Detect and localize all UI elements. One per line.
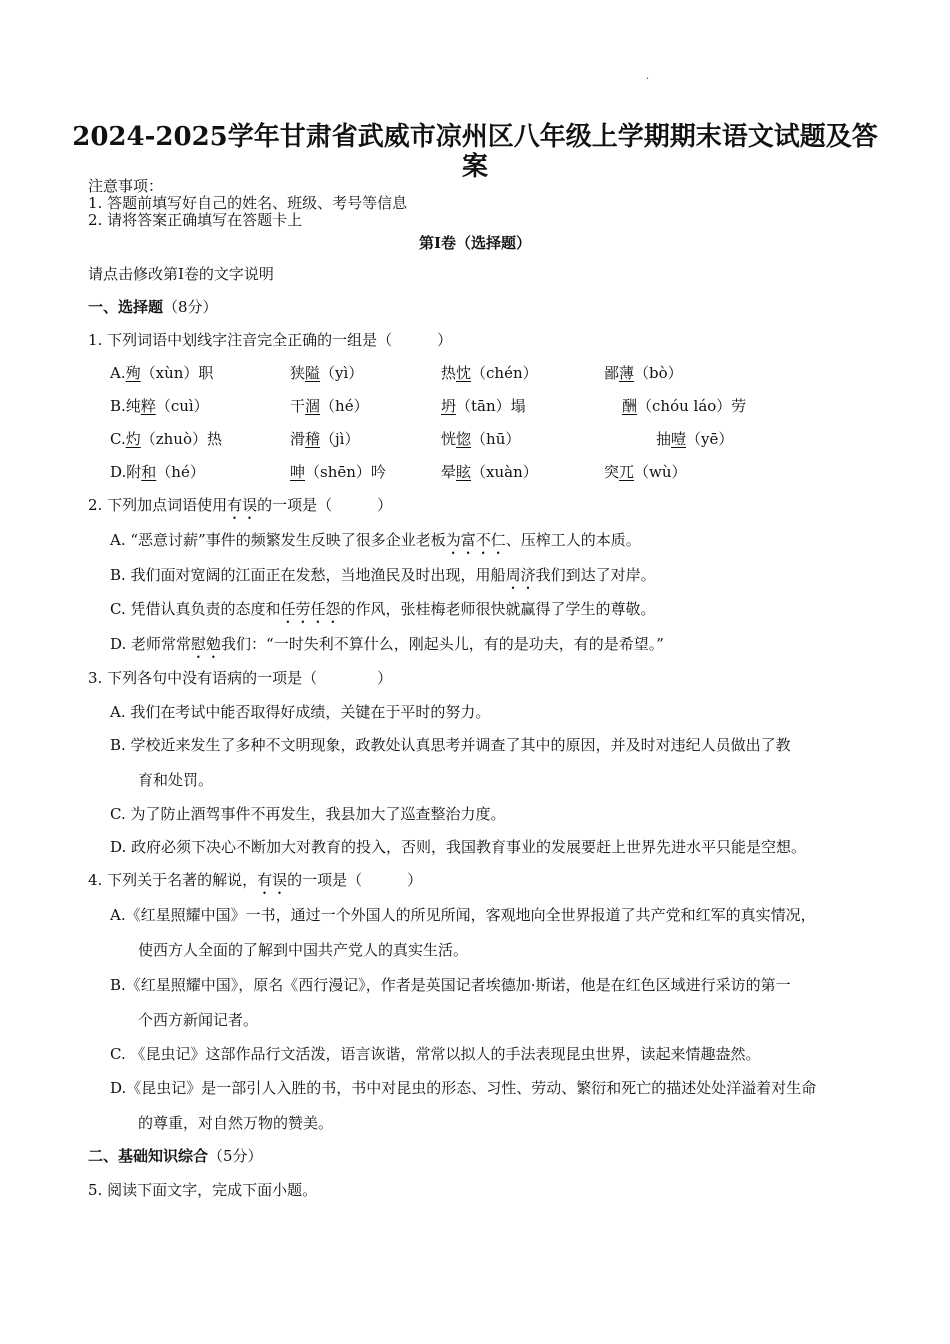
pinyin: （hé） bbox=[156, 463, 205, 481]
word-char: 狭 bbox=[290, 364, 306, 382]
q1-option-c-3 bbox=[441, 429, 520, 449]
q4-option-c: C. 《昆虫记》这部作品行文活泼，语言诙谐，常常以拟人的手法表现昆虫世界，读起来情趣盎然。 bbox=[110, 1045, 761, 1063]
section-1-heading bbox=[88, 297, 218, 317]
word-char: 抽 bbox=[656, 430, 672, 448]
q1-option-b-2 bbox=[290, 396, 369, 416]
dotted-word: 为富不仁 bbox=[445, 531, 506, 549]
stem-text: 的一项是（ ） bbox=[257, 496, 393, 514]
q2-option-d bbox=[110, 634, 664, 662]
q4-option-d-cont: 的尊重，对自然万物的赞美。 bbox=[138, 1114, 334, 1132]
q4-option-d: D.《昆虫记》是一部引人入胜的书，书中对昆虫的形态、习性、劳动、繁衍和死亡的描述处处洋溢着对生命 bbox=[110, 1079, 817, 1097]
pinyin: （shēn）吟 bbox=[305, 463, 386, 481]
word-char: 热 bbox=[441, 364, 457, 382]
q4-stem bbox=[88, 870, 422, 898]
option-text: C. 凭借认真负责的态度和 bbox=[110, 600, 281, 618]
pinyin: （jì） bbox=[320, 430, 360, 448]
q1-option-c-4 bbox=[656, 429, 733, 449]
underlined-char: 粹 bbox=[140, 397, 156, 415]
option-letter: D. bbox=[110, 463, 127, 481]
q3-option-b: B. 学校近来发生了多种不文明现象，政教处认真思考并调查了其中的原因，并及时对违纪人员做出了教 bbox=[110, 736, 791, 754]
q1-option-a-3 bbox=[441, 363, 538, 383]
q3-option-c: C. 为了防止酒驾事件不再发生，我县加大了巡查整治力度。 bbox=[110, 805, 506, 823]
q1-option-d-2 bbox=[290, 462, 386, 482]
pinyin: （chén） bbox=[471, 364, 538, 382]
word-char: 鄙 bbox=[604, 364, 620, 382]
q1-option-b-3 bbox=[441, 396, 526, 416]
dotted-word: 有误 bbox=[257, 871, 288, 889]
pinyin: （xùn）职 bbox=[140, 364, 214, 382]
pinyin: （yē） bbox=[686, 430, 734, 448]
notes-block bbox=[88, 178, 407, 229]
section-2-title: 二、基础知识综合 bbox=[88, 1147, 209, 1165]
q4-option-a: A.《红星照耀中国》一书，通过一个外国人的所见所闻，客观地向全世界报道了共产党和红军的真实情况， bbox=[110, 906, 816, 924]
page-title: 2024-2025学年甘肃省武威市凉州区八年级上学期期末语文试题及答案 bbox=[72, 122, 878, 182]
q1-option-d-3 bbox=[441, 462, 538, 482]
dotted-word: 有误 bbox=[227, 496, 258, 514]
option-letter: C. bbox=[110, 430, 126, 448]
underlined-char: 兀 bbox=[619, 463, 635, 481]
notes-label: 注意事项： bbox=[88, 177, 164, 195]
word-char: 纯 bbox=[125, 397, 141, 415]
q4-option-b: B.《红星照耀中国》，原名《西行漫记》，作者是英国记者埃德加·斯诺，他是在红色区域进行采访的第一 bbox=[110, 976, 791, 994]
section-2-heading bbox=[88, 1146, 263, 1166]
q1-option-b-1 bbox=[110, 396, 209, 416]
word-char: 干 bbox=[290, 397, 306, 415]
stem-text: 4. 下列关于名著的解说， bbox=[88, 871, 258, 889]
q1-option-d-4 bbox=[604, 462, 687, 482]
note-item: 1. 答题前填写好自己的姓名、班级、考号等信息 bbox=[88, 194, 408, 212]
dotted-word: 周济 bbox=[505, 566, 536, 584]
option-text: D. 老师常常 bbox=[110, 635, 192, 653]
word-char: 附 bbox=[126, 463, 142, 481]
q1-option-a-1 bbox=[110, 363, 213, 383]
pinyin: （hū） bbox=[471, 430, 521, 448]
option-text: A. “恶意讨薪”事件的频繁发生反映了很多企业老板 bbox=[110, 531, 446, 549]
q1-option-a-4 bbox=[604, 363, 683, 383]
q1-option-a-2 bbox=[290, 363, 363, 383]
note-item: 2. 请将答案正确填写在答题卡上 bbox=[88, 211, 303, 229]
underlined-char: 涸 bbox=[305, 397, 321, 415]
section-1-title: 一、选择题 bbox=[88, 298, 164, 316]
word-char: 滑 bbox=[290, 430, 306, 448]
stem-text: 2. 下列加点词语使用 bbox=[88, 496, 228, 514]
underlined-char: 灼 bbox=[125, 430, 141, 448]
q1-stem: 1. 下列词语中划线字注音完全正确的一组是（ ） bbox=[88, 331, 453, 349]
q1-option-c-2 bbox=[290, 429, 359, 449]
pinyin: （chóu láo）劳 bbox=[637, 397, 747, 415]
pinyin: （wù） bbox=[634, 463, 687, 481]
q3-option-b-cont: 育和处罚。 bbox=[138, 771, 214, 789]
word-char: 突 bbox=[604, 463, 620, 481]
underlined-char: 忱 bbox=[456, 364, 472, 382]
underlined-char: 薄 bbox=[619, 364, 635, 382]
option-text: 我们到达了对岸。 bbox=[535, 566, 656, 584]
word-char: 晕 bbox=[441, 463, 457, 481]
section-1-score: （8分） bbox=[163, 298, 218, 316]
pinyin: （hé） bbox=[320, 397, 369, 415]
pinyin: （cuì） bbox=[155, 397, 209, 415]
q5-stem: 5. 阅读下面文字，完成下面小题。 bbox=[88, 1181, 318, 1199]
option-text: B. 我们面对宽阔的江面正在发愁，当地渔民及时出现，用船 bbox=[110, 566, 506, 584]
option-letter: B. bbox=[110, 397, 126, 415]
underlined-char: 殉 bbox=[125, 364, 141, 382]
q2-stem bbox=[88, 495, 392, 523]
word-char: 恍 bbox=[441, 430, 457, 448]
dotted-word: 慰勉 bbox=[191, 635, 222, 653]
q2-option-b bbox=[110, 565, 656, 593]
underlined-char: 隘 bbox=[305, 364, 321, 382]
q3-stem: 3. 下列各句中没有语病的一项是（ ） bbox=[88, 669, 393, 687]
underlined-char: 眩 bbox=[456, 463, 472, 481]
pinyin: （zhuò）热 bbox=[140, 430, 222, 448]
q1-option-d-1 bbox=[110, 462, 205, 482]
underlined-char: 稽 bbox=[305, 430, 321, 448]
volume-title: 第I卷（选择题） bbox=[418, 234, 532, 252]
option-text: 我们：“一时失利不算什么，刚起头儿，有的是功夫，有的是希望。” bbox=[221, 635, 664, 653]
pinyin: （xuàn） bbox=[471, 463, 538, 481]
q3-option-a: A. 我们在考试中能否取得好成绩，关键在于平时的努力。 bbox=[110, 703, 491, 721]
dotted-word: 任劳任怨 bbox=[280, 600, 341, 618]
corner-mark: · bbox=[646, 74, 650, 85]
underlined-char: 惚 bbox=[456, 430, 472, 448]
q1-option-c-1 bbox=[110, 429, 222, 449]
underlined-char: 呻 bbox=[290, 463, 306, 481]
q3-option-d: D. 政府必须下决心不断加大对教育的投入，否则，我国教育事业的发展要赶上世界先进水平只能是空想。 bbox=[110, 838, 807, 856]
stem-text: 的一项是（ ） bbox=[287, 871, 423, 889]
option-text: 的作风，张桂梅老师很快就赢得了学生的尊敬。 bbox=[340, 600, 656, 618]
q2-option-c bbox=[110, 599, 656, 627]
q1-option-b-4 bbox=[622, 396, 746, 416]
pinyin: （yì） bbox=[320, 364, 364, 382]
underlined-char: 噎 bbox=[671, 430, 687, 448]
option-text: 、压榨工人的本质。 bbox=[505, 531, 641, 549]
underlined-char: 坍 bbox=[441, 397, 457, 415]
section-2-score: （5分） bbox=[208, 1147, 263, 1165]
q4-option-b-cont: 个西方新闻记者。 bbox=[138, 1011, 259, 1029]
option-letter: A. bbox=[110, 364, 126, 382]
volume-desc: 请点击修改第I卷的文字说明 bbox=[88, 265, 274, 283]
underlined-char: 酬 bbox=[622, 397, 638, 415]
pinyin: （tān）塌 bbox=[456, 397, 526, 415]
q2-option-a bbox=[110, 530, 641, 558]
underlined-char: 和 bbox=[141, 463, 157, 481]
pinyin: （bò） bbox=[634, 364, 683, 382]
q4-option-a-cont: 使西方人全面的了解到中国共产党人的真实生活。 bbox=[138, 941, 469, 959]
